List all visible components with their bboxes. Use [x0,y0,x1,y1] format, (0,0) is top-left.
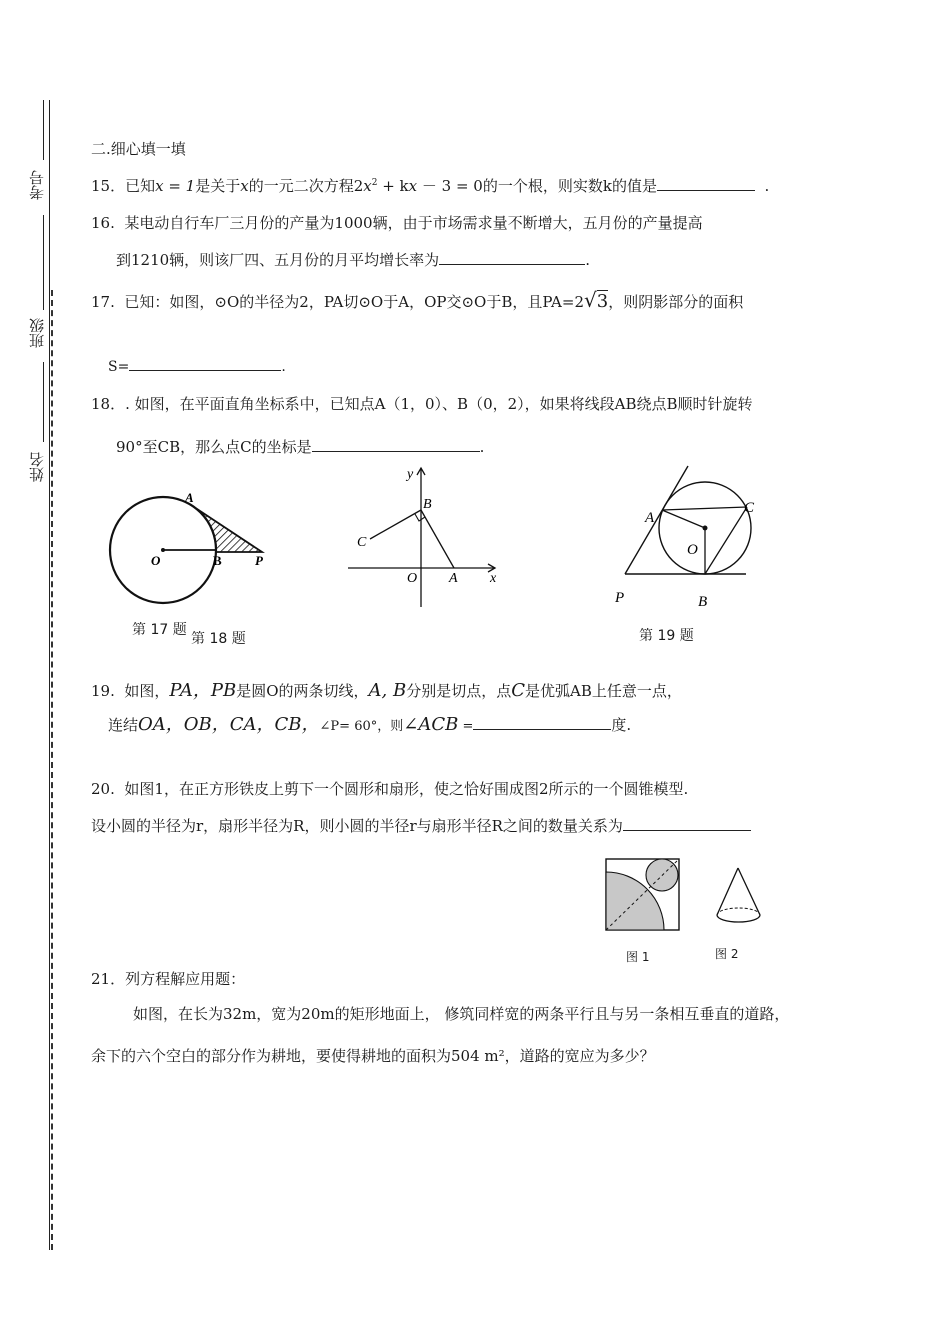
svg-text:O: O [687,542,698,558]
q20-figure-1 [604,857,684,933]
svg-text:O: O [407,571,418,586]
q20-fig1-caption: 图 1 [626,950,650,964]
q19-answer-blank[interactable] [473,715,611,730]
question-20-line2: 设小圆的半径为r，扇形半径为R，则小圆的半径r与扇形半径R之间的数量关系为 [91,815,751,836]
q20-figure-2 [712,865,772,930]
margin-fill-line-1 [43,100,44,160]
question-16-line1: 16. 某电动自行车厂三月份的产量为1000辆，由于市场需求量不断增大，五月份的产量提高 [91,214,703,232]
svg-text:B: B [423,497,432,512]
fig2-base-front [717,915,760,922]
q15-answer-blank[interactable] [657,176,755,191]
figure-19 [610,462,760,610]
margin-fill-line-2 [43,215,44,310]
q17-answer-blank[interactable] [129,356,281,371]
question-21-title: 21．列方程解应用题： [91,970,246,988]
svg-text:A: A [185,490,194,505]
svg-text:C: C [357,535,367,550]
fig19-tangent-PA [625,466,688,574]
question-19-line1: 19. 如图，PA，PB是圆O的两条切线，A, B分别是切点，点C是优弧AB上任意一点， [91,680,682,701]
svg-text:P: P [255,553,263,568]
fig19-OA [662,510,705,528]
question-15: 15．已知x = 1是关于x的一元二次方程$2x^2$ + kx － 3 = 0的一个根，则实数k的值是 . [91,177,770,195]
margin-label-name: 姓名 [28,452,46,482]
section-title: 二.细心填一填 [91,140,186,158]
fig19-CA [662,507,747,510]
svg-text:O: O [151,553,161,568]
q20-fig2-caption: 图 2 [715,947,739,961]
svg-text:P: P [615,590,625,606]
svg-text:A: A [449,571,458,586]
figure-17 [105,490,275,615]
question-18-line2: 90°至CB，那么点C的坐标是 . [116,438,485,456]
q16-answer-blank[interactable] [439,250,585,265]
svg-text:x: x [490,571,497,586]
svg-text:C: C [744,500,755,516]
fig17-shaded-region [188,503,262,552]
fig18-segment-AB [421,510,454,568]
margin-label-class: 班级 [28,318,46,348]
margin-dash-line [51,290,53,1250]
fig19-CB [705,507,747,574]
question-20-line1: 20. 如图1，在正方形铁皮上剪下一个圆形和扇形，使之恰好围成图2所示的一个圆锥模型. [91,780,689,798]
q20-answer-blank[interactable] [623,816,751,831]
question-19-line2: 连结OA，OB，CA，CB，∠P= 60°，则∠ACB = 度. [108,714,632,735]
figure-18 [345,462,505,612]
margin-label-exam-number: 考号 [28,170,46,200]
margin-vertical-line [49,100,50,1250]
q18-answer-blank[interactable] [312,437,480,452]
question-18-line1: 18．. 如图，在平面直角坐标系中，已知点A（1，0）、B（0，2），如果将线段AB绕点B顺时针旋转 [91,395,753,413]
question-17-line2: S= . [108,356,286,375]
fig17-caption: 第 17 题 [132,622,187,638]
svg-text:B: B [213,553,222,568]
fig2-base-back [717,908,760,915]
margin-fill-line-3 [43,362,44,442]
svg-text:B: B [698,594,708,610]
question-16-line2: 到1210辆，则该厂四、五月份的月平均增长率为 . [116,251,590,269]
fig19-caption: 第 19 题 [639,628,694,644]
fig18-segment-CB [370,510,421,539]
svg-text:A: A [645,510,655,526]
fig18-caption: 第 18 题 [191,631,246,647]
svg-text:y: y [407,467,414,482]
question-21-line2: 余下的六个空白的部分作为耕地，要使得耕地的面积为504 m²，道路的宽应为多少？ [91,1047,655,1065]
question-21-line1: 如图，在长为32m，宽为20m的矩形地面上， 修筑同样宽的两条平行且与另一条相互垂直的道路， [133,1005,790,1023]
question-17-line1: 17. 已知：如图，⊙O的半径为2，PA切⊙O于A，OP交⊙O于B，且PA=2√3，则阴影部分的面积 [91,288,744,312]
